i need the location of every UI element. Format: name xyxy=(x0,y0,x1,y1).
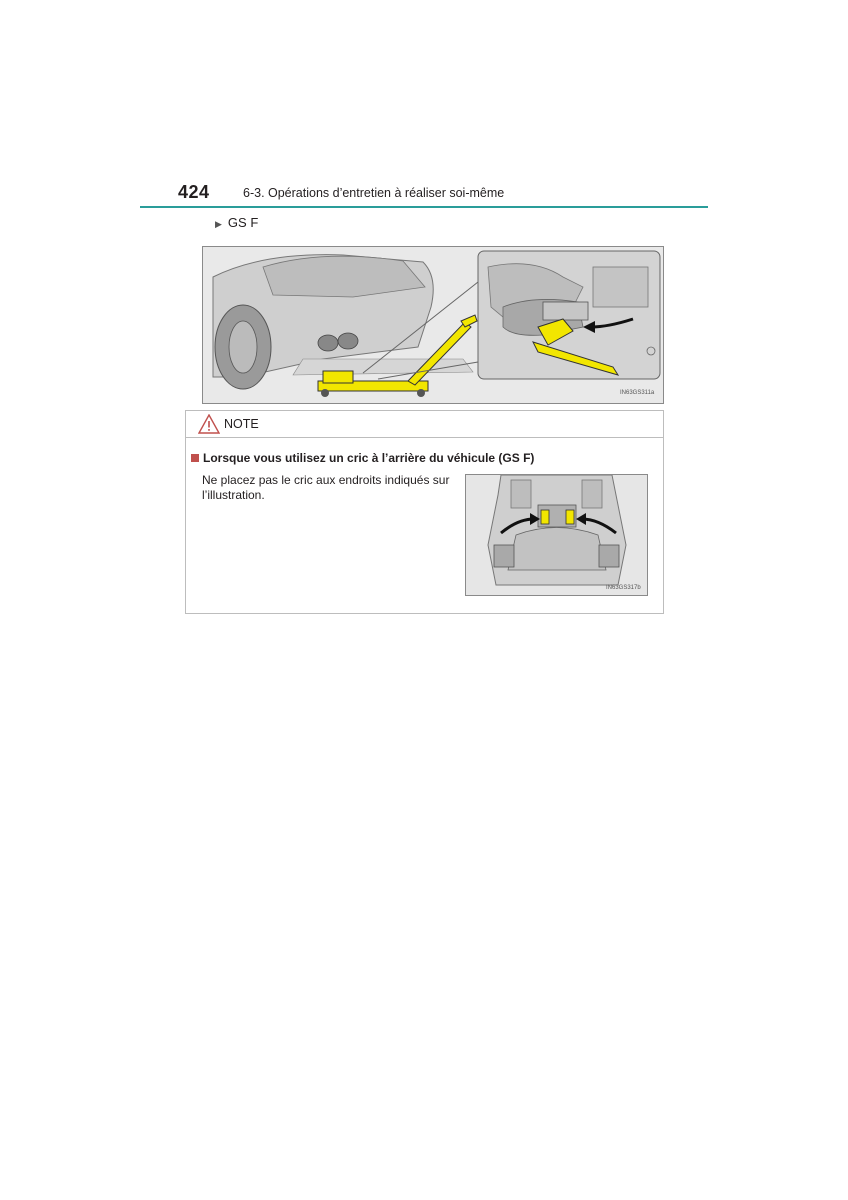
jack-position-illustration xyxy=(202,246,664,404)
note-title: NOTE xyxy=(224,417,259,431)
model-label-text: GS F xyxy=(227,215,259,230)
header-rule xyxy=(140,206,708,208)
figure-code-small: IN63GS317b xyxy=(606,585,641,591)
warning-triangle-icon xyxy=(198,414,220,434)
triangle-bullet-icon: ▶ xyxy=(215,219,222,229)
car-jack-drawing xyxy=(203,247,663,403)
note-heading xyxy=(191,451,534,465)
square-bullet-icon xyxy=(191,454,199,462)
figure-code: IN63GS311a xyxy=(620,390,655,396)
note-box xyxy=(185,410,664,614)
model-label xyxy=(215,215,258,230)
note-header xyxy=(186,411,663,438)
page-header xyxy=(140,180,708,210)
section-title: 6-3. Opérations d’entretien à réaliser soi-même xyxy=(243,186,505,200)
note-heading-text: Lorsque vous utilisez un cric à l’arrière du véhicule (GS F) xyxy=(203,451,535,465)
page-number: 424 xyxy=(178,182,210,202)
underbody-drawing xyxy=(466,475,647,595)
note-body: Ne placez pas le cric aux endroits indiqués sur l’illustration. xyxy=(202,473,450,502)
underbody-illustration xyxy=(465,474,648,596)
